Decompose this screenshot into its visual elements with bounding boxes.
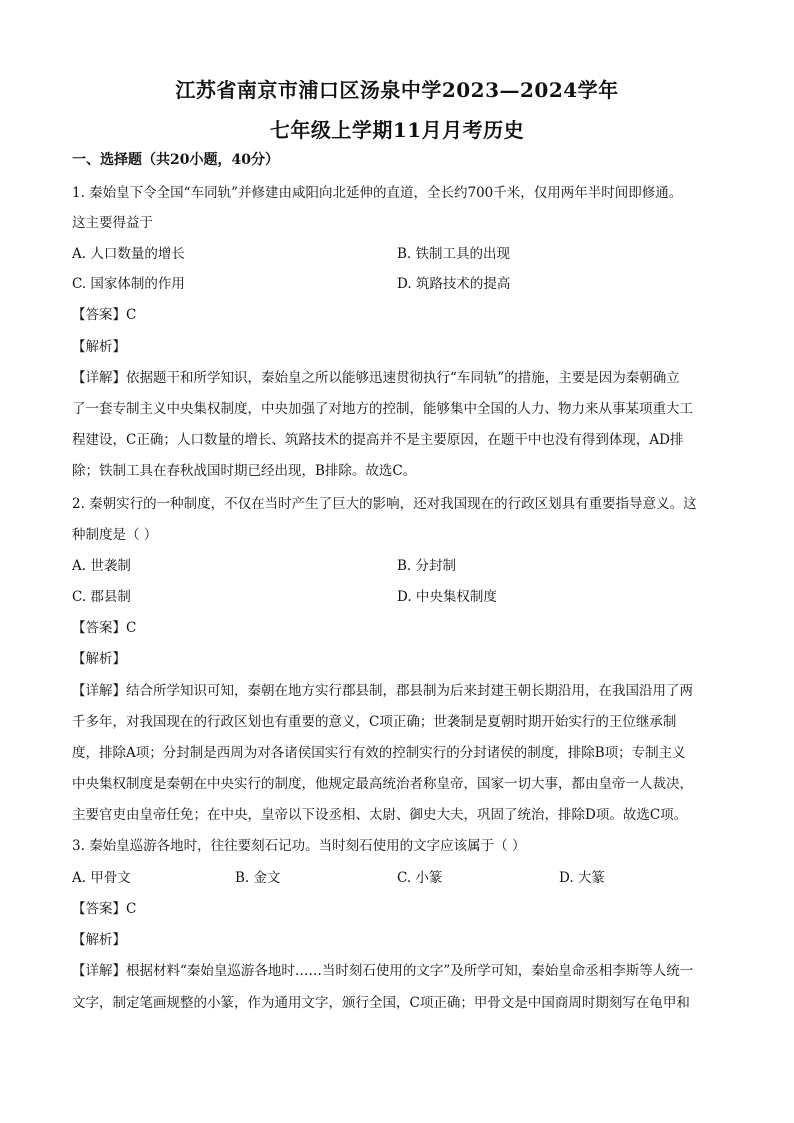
q3-option-c: C. 小篆 [397, 870, 443, 886]
q1-detail-line1: 【详解】依据题干和所学知识，秦始皇之所以能够迅速贯彻执行“车同轨”的措施，主要是因为秦朝确立 [72, 370, 680, 386]
doc-title-line2: 七年级上学期11月月考历史 [269, 118, 525, 142]
q2-option-b: B. 分封制 [397, 558, 457, 574]
q2-detail-line2: 千多年，对我国现在的行政区划也有重要的意义，C项正确；世袭制是夏朝时期开始实行的王位继承制 [72, 714, 677, 730]
q3-option-a: A. 甲骨文 [72, 870, 131, 886]
q2-stem-line2: 种制度是（ ） [72, 527, 158, 543]
q1-stem-line2: 这主要得益于 [72, 215, 153, 231]
q2-detail-line5: 主要官吏由皇帝任免；在中央，皇帝以下设丞相、太尉、御史大夫，巩固了统治，排除D项。故选C项。 [72, 807, 688, 823]
q2-answer: 【答案】C [72, 620, 137, 636]
q2-stem-line1: 2. 秦朝实行的一种制度，不仅在当时产生了巨大的影响，还对我国现在的行政区划具有重要指导意义。这 [72, 496, 697, 512]
q1-stem-line1: 1. 秦始皇下令全国“车同轨”并修建由咸阳向北延伸的直道，全长约700千米，仅用两年半时间即修通。 [72, 185, 683, 201]
q2-detail-line4: 中央集权制度是秦朝在中央实行的制度，他规定最高统治者称皇帝，国家一切大事，都由皇帝一人裁决， [72, 776, 693, 792]
q1-detail-line2: 了一套专制主义中央集权制度，中央加强了对地方的控制，能够集中全国的人力、物力来从事某项重大工 [72, 401, 693, 417]
doc-title-line1: 江苏省南京市浦口区汤泉中学2023—2024学年 [175, 78, 619, 102]
q3-answer: 【答案】C [72, 901, 137, 917]
q2-option-c: C. 郡县制 [72, 589, 131, 605]
q2-option-d: D. 中央集权制度 [397, 589, 497, 605]
q2-detail-line3: 度，排除A项；分封制是西周为对各诸侯国实行有效的控制实行的分封诸侯的制度，排除B项；专制主义 [72, 745, 686, 761]
q2-option-a: A. 世袭制 [72, 558, 131, 574]
q3-detail-line2: 文字，制定笔画规整的小篆，作为通用文字，颁行全国，C项正确；甲骨文是中国商周时期刻写在龟甲和 [72, 995, 690, 1011]
q1-analysis-label: 【解析】 [72, 339, 126, 355]
q1-option-c: C. 国家体制的作用 [72, 276, 185, 292]
q1-option-d: D. 筑路技术的提高 [397, 276, 511, 292]
q3-detail-line1: 【详解】根据材料“秦始皇巡游各地时……当时刻石使用的文字”及所学可知，秦始皇命丞相李斯等人统一 [72, 963, 694, 979]
q2-detail-line1: 【详解】结合所学知识可知，秦朝在地方实行郡县制，郡县制为后来封建王朝长期沿用，在我国沿用了两 [72, 683, 693, 699]
q1-answer: 【答案】C [72, 307, 137, 323]
q3-option-b: B. 金文 [235, 870, 281, 886]
q1-detail-line4: 除；铁制工具在春秋战国时期已经出现，B排除。故选C。 [72, 463, 417, 479]
q1-option-b: B. 铁制工具的出现 [397, 246, 511, 262]
section-heading: 一、选择题（共20小题，40分） [72, 152, 279, 168]
q2-analysis-label: 【解析】 [72, 651, 126, 667]
q3-stem-line1: 3. 秦始皇巡游各地时，往往要刻石记功。当时刻石使用的文字应该属于（ ） [72, 838, 526, 854]
q1-option-a: A. 人口数量的增长 [72, 246, 185, 262]
q3-option-d: D. 大篆 [559, 870, 605, 886]
q3-analysis-label: 【解析】 [72, 932, 126, 948]
q1-detail-line3: 程建设，C正确；人口数量的增长、筑路技术的提高并不是主要原因，在题干中也没有得到体现，AD排 [72, 432, 684, 448]
